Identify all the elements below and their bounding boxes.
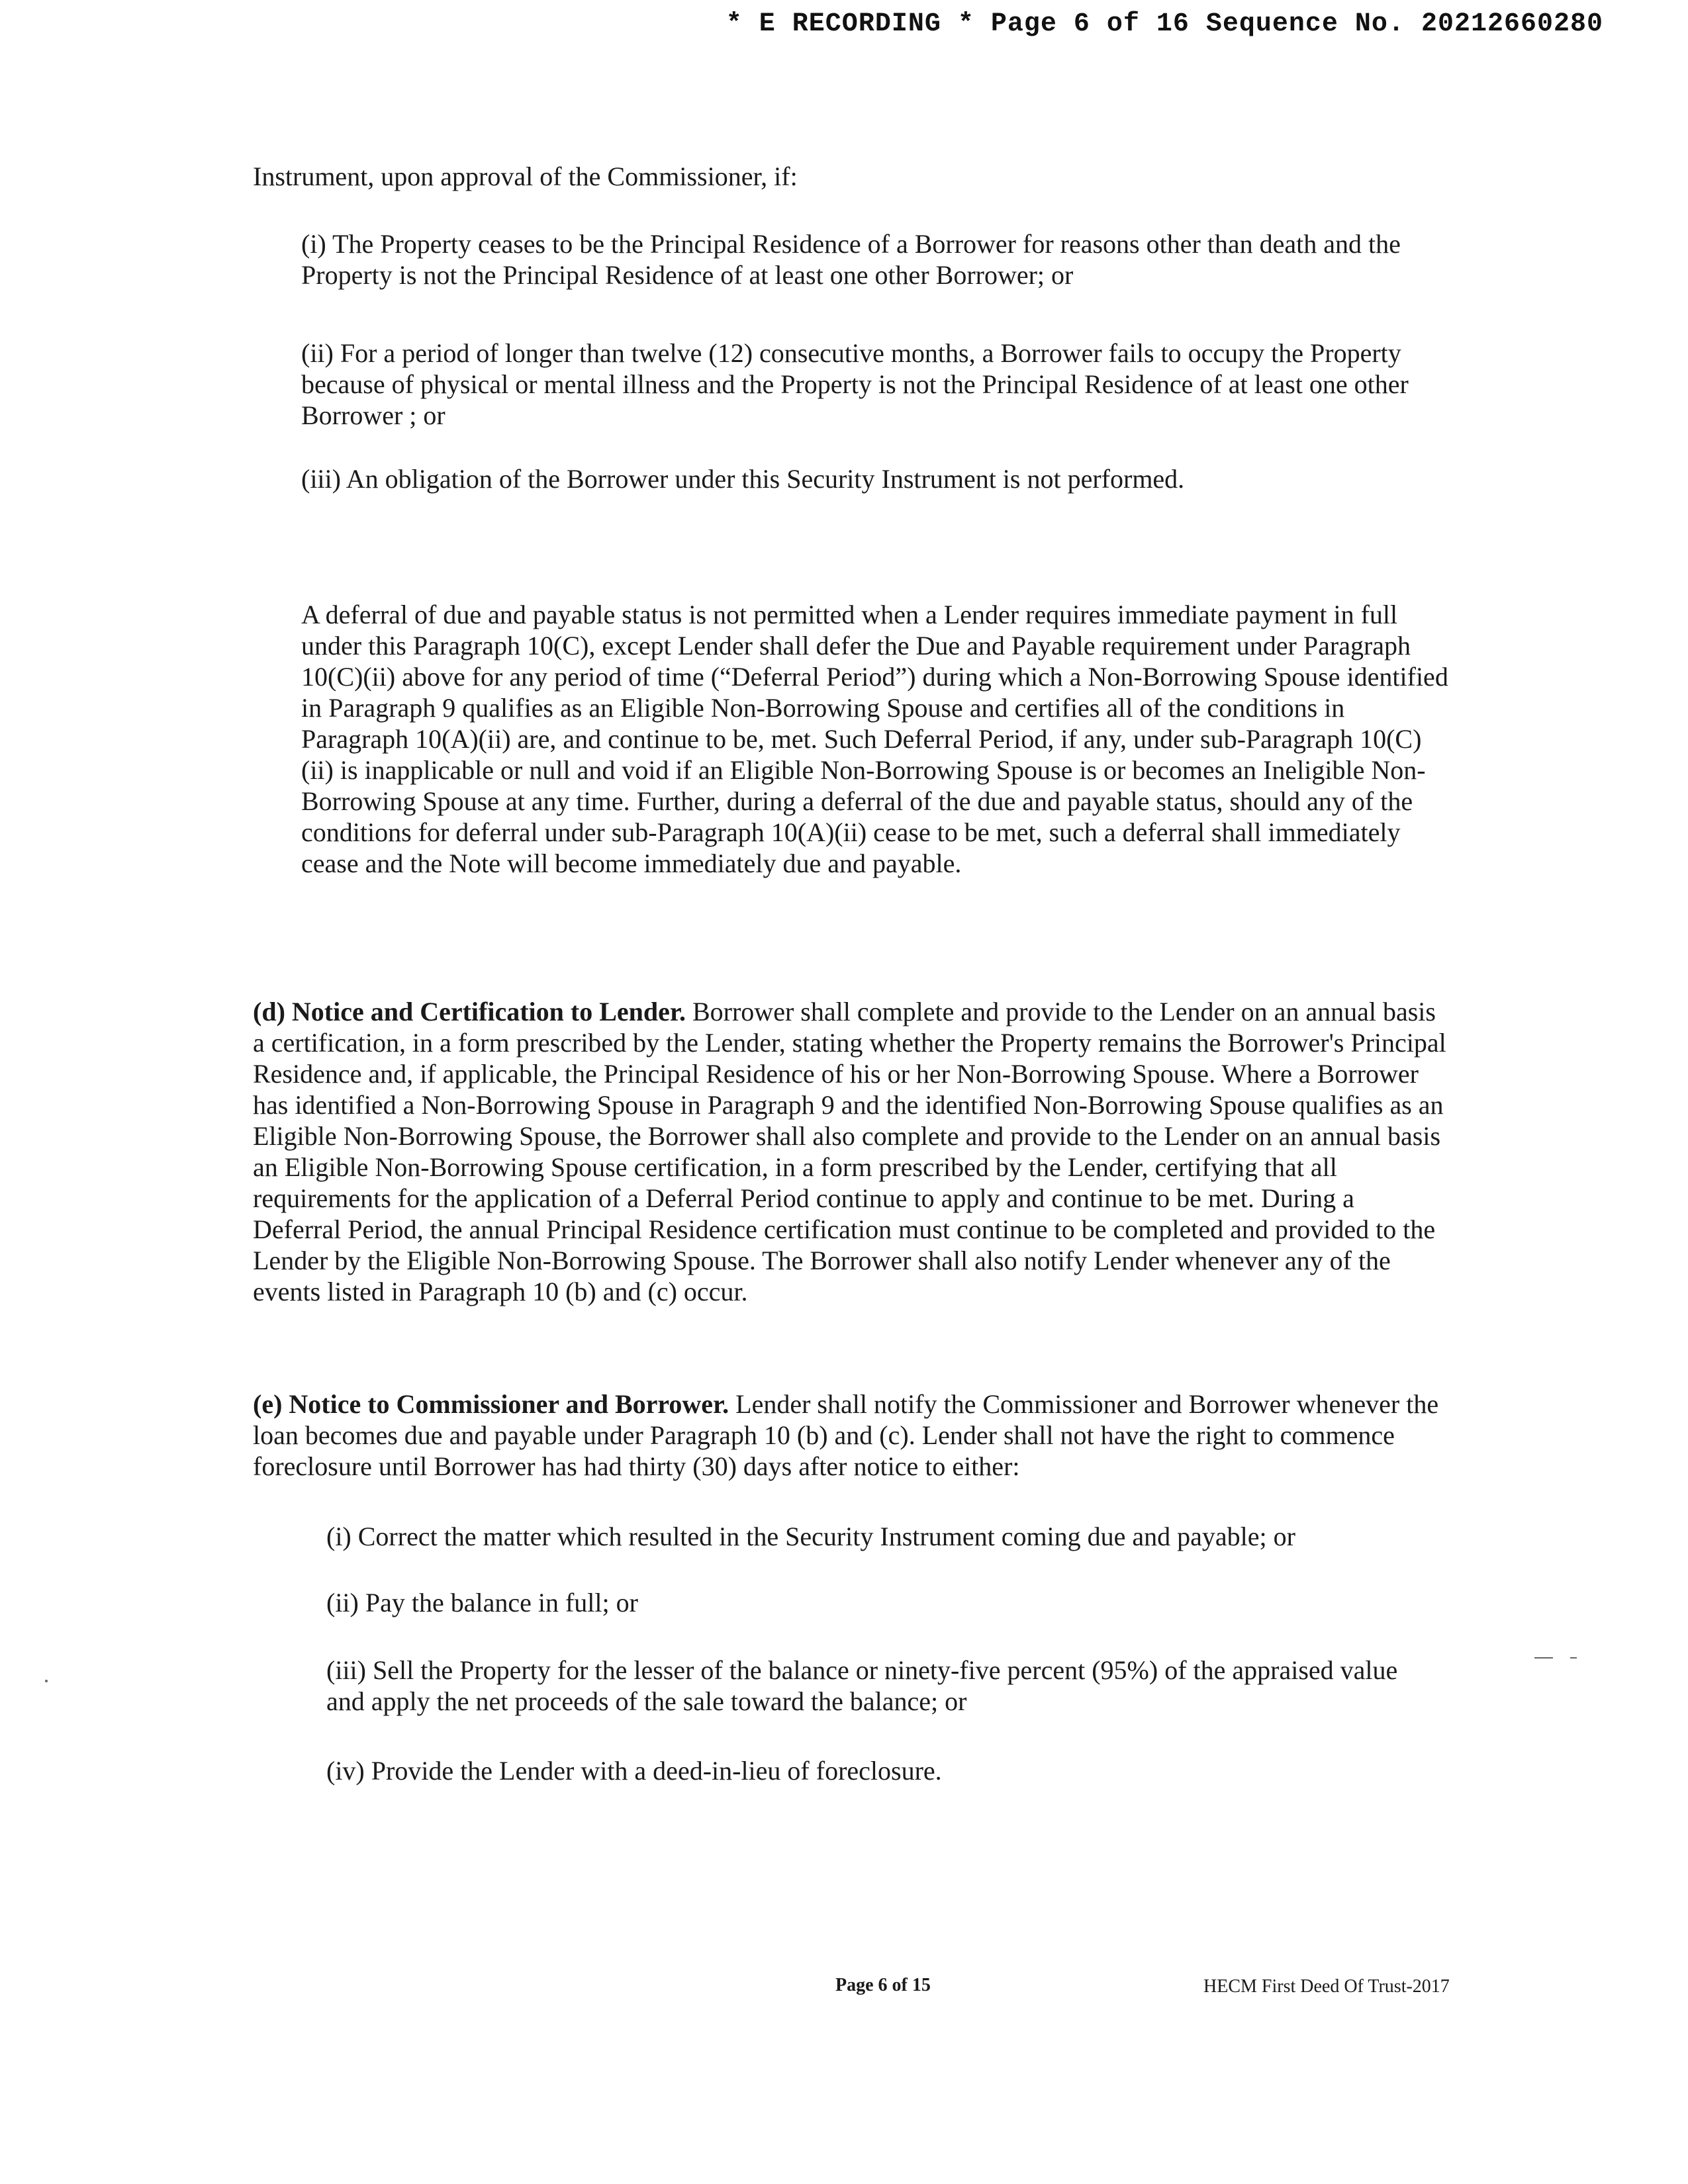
footer-form-name: HECM First Deed Of Trust-2017 xyxy=(1203,1976,1450,1997)
scan-speck xyxy=(1570,1657,1577,1659)
intro-line: Instrument, upon approval of the Commissioner, if: xyxy=(253,161,798,191)
section-d xyxy=(253,996,1448,1307)
deferral-paragraph: A deferral of due and payable status is not permitted when a Lender requires immediate payment in full under this Paragraph 10(C), except Lender shall defer the Due and Payable requirement under Paragraph 10(C)(ii) above for any period of time (“Deferral Period”) during which a Non-Borrowing Spouse identified in Paragraph 9 qualifies as an Eligible Non-Borrowing Spouse and certifies all of the conditions in Paragraph 10(A)(ii) are, and continue to be, met. Such Deferral Period, if any, under sub-Paragraph 10(C)(ii) is inapplicable or null and void if an Eligible Non-Borrowing Spouse is or becomes an Ineligible Non-Borrowing Spouse at any time. Further, during a deferral of the due and payable status, should any of the conditions for deferral under sub-Paragraph 10(A)(ii) cease to be met, such a deferral shall immediately cease and the Note will become immediately due and payable. xyxy=(301,600,1448,878)
footer-page-number: Page 6 of 15 xyxy=(835,1975,931,1995)
section-d-heading: (d) Notice and Certification to Lender. xyxy=(253,997,686,1026)
section-e-heading: (e) Notice to Commissioner and Borrower. xyxy=(253,1389,729,1419)
item-c-ii: (ii) For a period of longer than twelve (12) consecutive months, a Borrower fails to occupy the Property because of physical or mental illness and the Property is not the Principal Residence of at least one other Borrower ; or xyxy=(301,338,1409,430)
item-e-i: (i) Correct the matter which resulted in the Security Instrument coming due and payable; or xyxy=(326,1522,1295,1551)
section-e-text: Lender shall notify the Commissioner and Borrower whenever the loan becomes due and payable under Paragraph 10 (b) and (c). Lender shall not have the right to commence foreclosure until Borrower has had thirty (30) days after notice to either: xyxy=(253,1389,1439,1481)
section-e xyxy=(253,1388,1448,1482)
item-e-ii: (ii) Pay the balance in full; or xyxy=(326,1588,638,1617)
item-c-i: (i) The Property ceases to be the Principal Residence of a Borrower for reasons other than death and the Property is not the Principal Residence of at least one other Borrower; or xyxy=(301,229,1401,290)
section-d-text: Borrower shall complete and provide to the Lender on an annual basis a certification, in a form prescribed by the Lender, stating whether the Property remains the Borrower's Principal Residence and, if applicable, the Principal Residence of his or her Non-Borrowing Spouse. Where a Borrower has identified a Non-Borrowing Spouse in Paragraph 9 and the identified Non-Borrowing Spouse qualifies as an Eligible Non-Borrowing Spouse, the Borrower shall also complete and provide to the Lender on an annual basis an Eligible Non-Borrowing Spouse certification, in a form prescribed by the Lender, certifying that all requirements for the application of a Deferral Period continue to apply and continue to be met. During a Deferral Period, the annual Principal Residence certification must continue to be completed and provided to the Lender by the Eligible Non-Borrowing Spouse. The Borrower shall also notify Lender whenever any of the events listed in Paragraph 10 (b) and (c) occur. xyxy=(253,997,1446,1306)
scan-speck xyxy=(1534,1657,1553,1659)
item-e-iv: (iv) Provide the Lender with a deed-in-lieu of foreclosure. xyxy=(326,1756,942,1786)
scan-speck xyxy=(45,1680,48,1682)
recording-stamp: * E RECORDING * Page 6 of 16 Sequence No. 20212660280 xyxy=(726,9,1603,39)
item-e-iii: (iii) Sell the Property for the lesser of the balance or ninety-five percent (95%) of the appraised value and apply the net proceeds of the sale toward the balance; or xyxy=(326,1655,1398,1716)
item-c-iii: (iii) An obligation of the Borrower under this Security Instrument is not performed. xyxy=(301,464,1185,494)
